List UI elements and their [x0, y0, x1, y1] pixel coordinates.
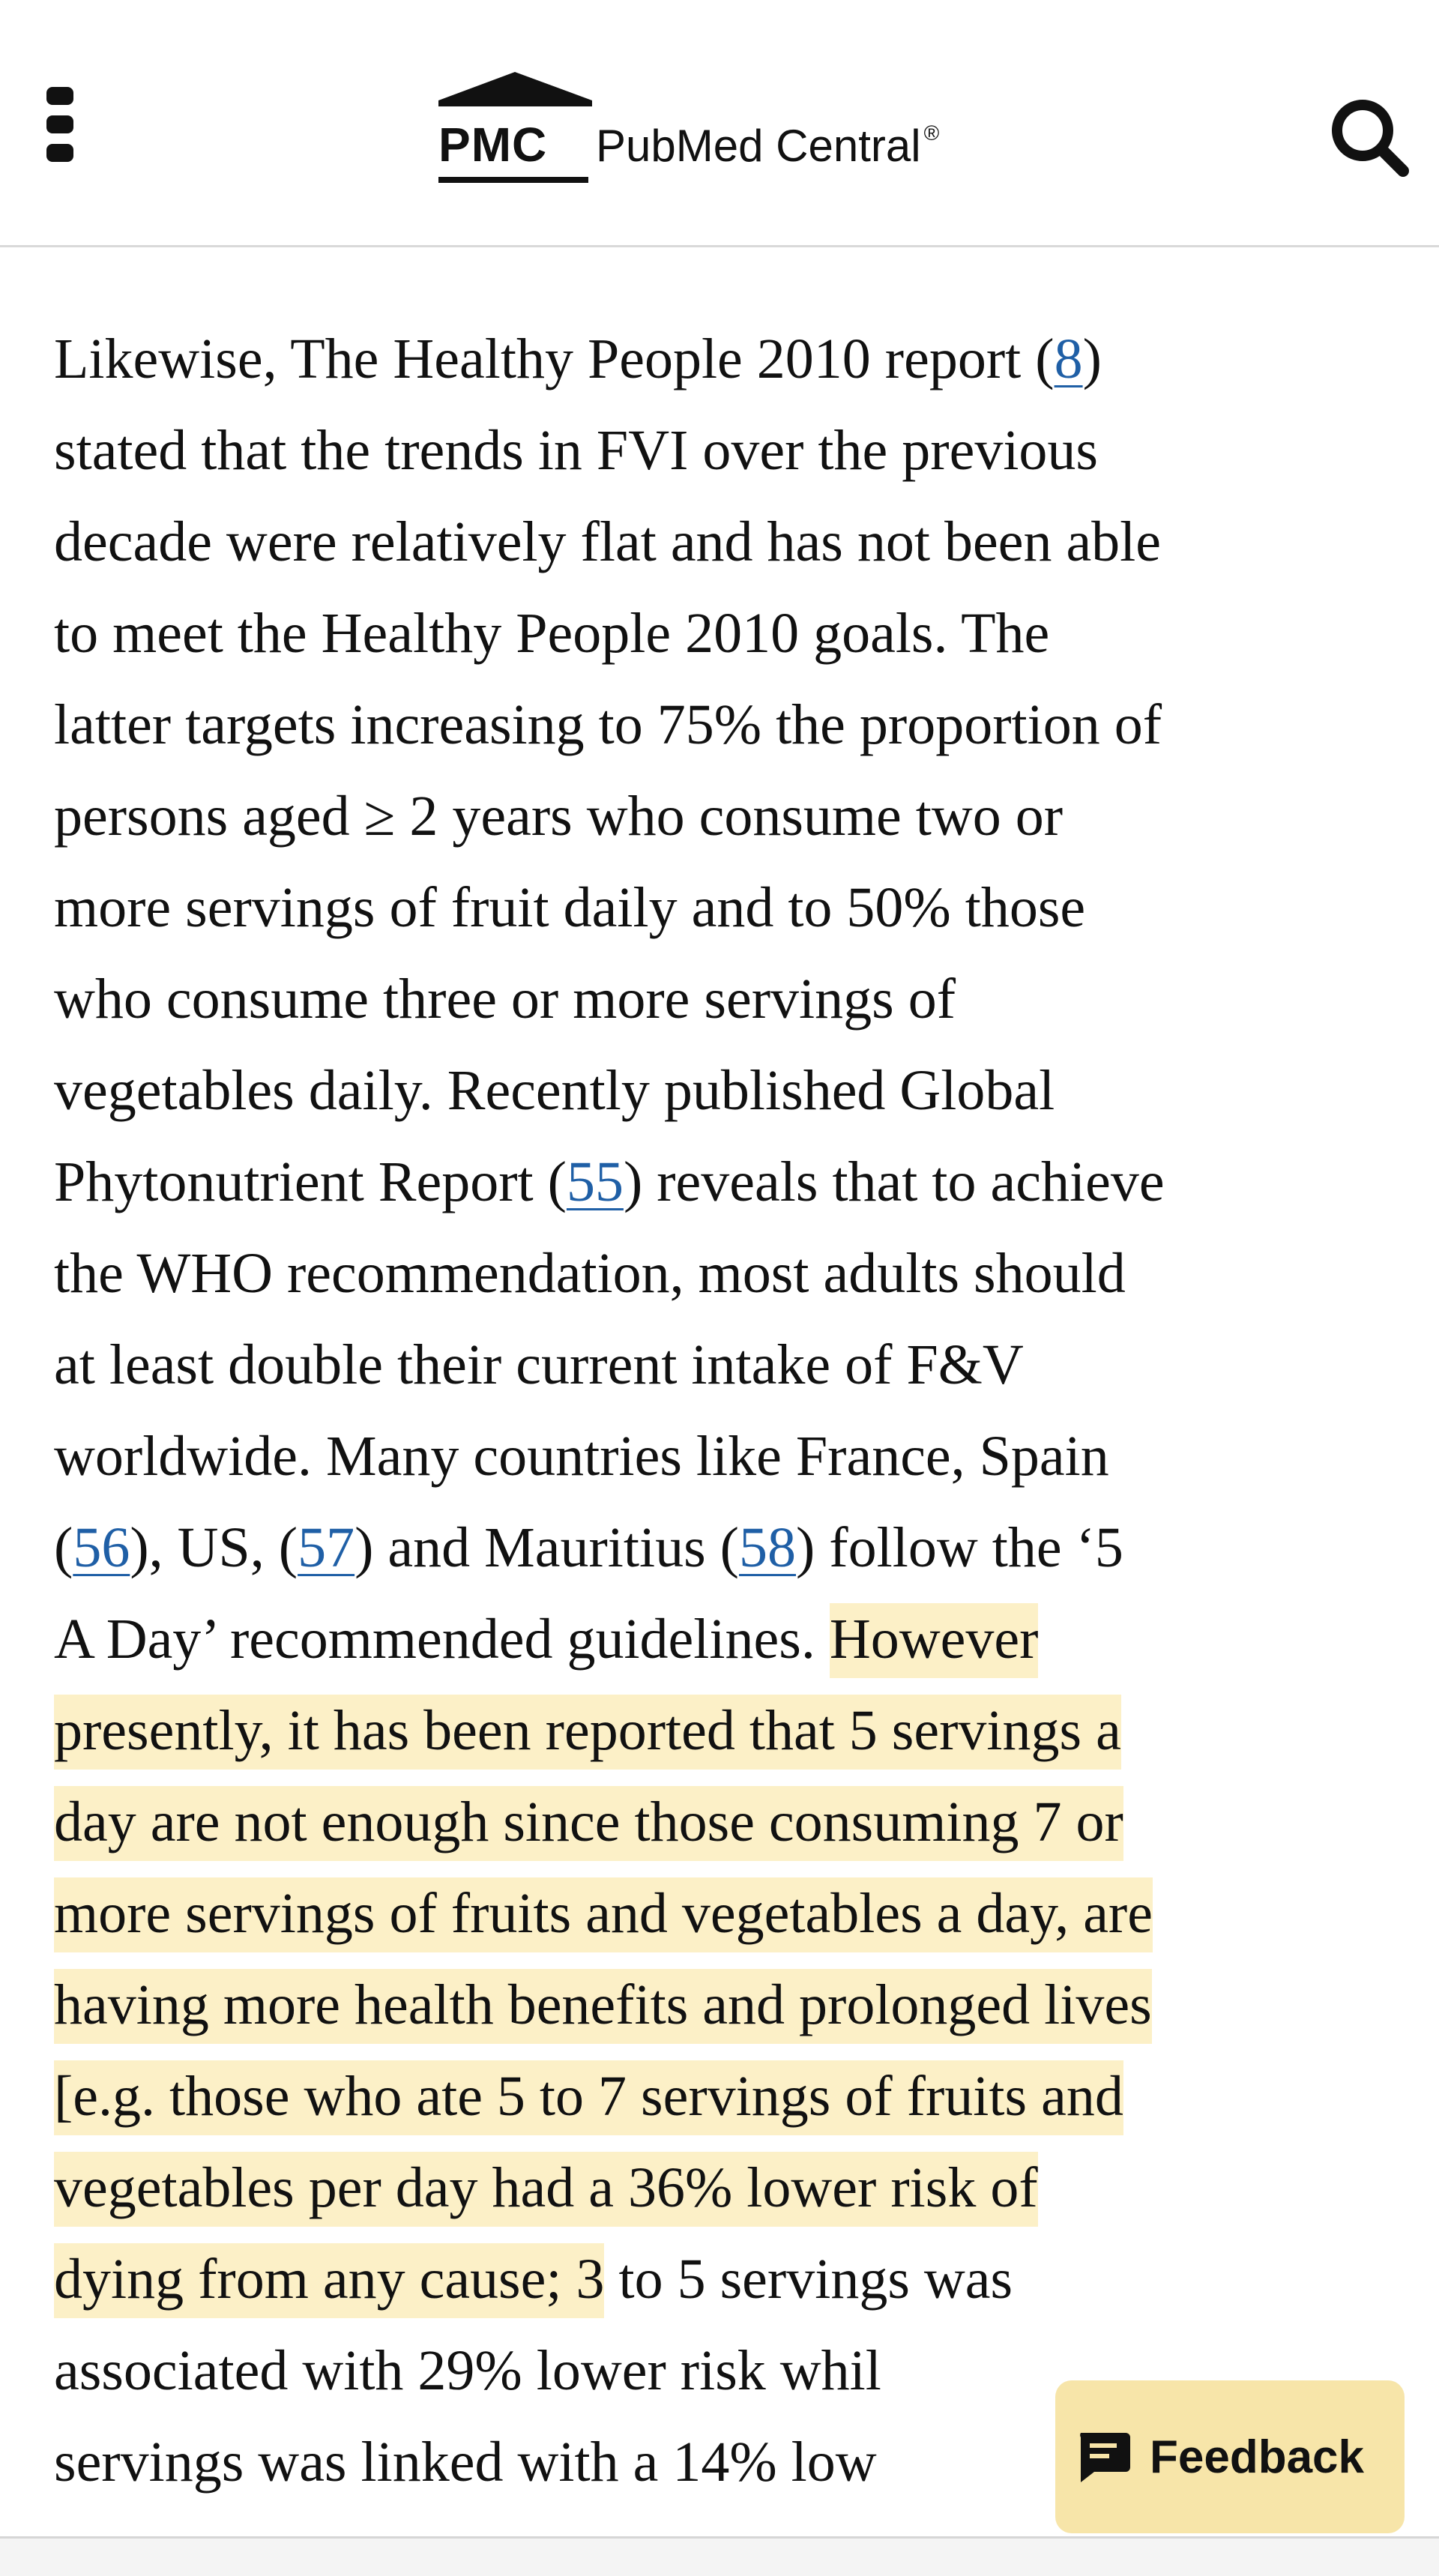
- text-segment: ), US, (: [130, 1516, 298, 1579]
- logo-roof-icon: [438, 72, 592, 109]
- feedback-chat-icon: [1075, 2428, 1132, 2485]
- app-header: [0, 0, 1439, 247]
- article-line: [54, 2142, 1418, 2233]
- article-line: [54, 1502, 1418, 1593]
- article-line: [54, 496, 1418, 588]
- text-segment: (: [54, 1516, 73, 1579]
- text-segment: to meet the Healthy People 2010 goals. The: [54, 602, 1050, 665]
- text-segment: ): [1082, 328, 1102, 390]
- article-line: [54, 1959, 1418, 2051]
- text-segment: worldwide. Many countries like France, Spain: [54, 1425, 1109, 1488]
- bottom-toolbar: [0, 2536, 1439, 2576]
- article-line: [54, 1136, 1418, 1228]
- text-segment: A Day’ recommended guidelines.: [54, 1608, 830, 1671]
- article-line: [54, 1685, 1418, 1776]
- reference-link[interactable]: 55: [566, 1150, 624, 1213]
- text-segment: Likewise, The Healthy People 2010 report (: [54, 328, 1055, 390]
- text-segment: ) follow the ‘5: [795, 1516, 1123, 1579]
- text-segment: who consume three or more servings of: [54, 968, 956, 1031]
- text-segment: at least double their current intake of F&V: [54, 1333, 1024, 1396]
- text-segment: latter targets increasing to 75% the proportion of: [54, 693, 1162, 756]
- text-segment: ) and Mauritius (: [355, 1516, 739, 1579]
- logo-name: PubMed Central ®: [596, 121, 940, 171]
- text-segment: ) reveals that to achieve: [623, 1150, 1165, 1213]
- highlighted-text: vegetables per day had a 36% lower risk of: [54, 2152, 1038, 2227]
- text-segment: more servings of fruit daily and to 50% those: [54, 876, 1086, 939]
- reference-link[interactable]: 56: [73, 1516, 130, 1579]
- article-body: [54, 313, 1418, 2508]
- pmc-logo[interactable]: [438, 72, 1038, 184]
- article-line: [54, 1228, 1418, 1319]
- highlighted-text: presently, it has been reported that 5 servings a: [54, 1695, 1121, 1770]
- logo-underline: [438, 177, 588, 183]
- article-line: [54, 1593, 1418, 1685]
- article-line: [54, 1411, 1418, 1502]
- text-segment: to 5 servings was: [604, 2248, 1013, 2311]
- article-line: [54, 862, 1418, 953]
- menu-dots-icon[interactable]: [46, 87, 73, 162]
- article-line: [54, 2051, 1418, 2142]
- article-line: [54, 770, 1418, 862]
- highlighted-text: dying from any cause; 3: [54, 2243, 604, 2318]
- text-segment: stated that the trends in FVI over the previous: [54, 419, 1099, 482]
- article-line: [54, 1776, 1418, 1868]
- highlighted-text: more servings of fruits and vegetables a day, are: [54, 1877, 1153, 1952]
- reference-link[interactable]: 58: [738, 1516, 796, 1579]
- article-line: [54, 588, 1418, 679]
- article-line: [54, 405, 1418, 496]
- registered-mark: ®: [923, 121, 940, 145]
- text-segment: associated with 29% lower risk whil: [54, 2339, 881, 2402]
- reference-link[interactable]: 8: [1054, 328, 1083, 390]
- article-line: [54, 2233, 1418, 2325]
- article-line: [54, 1868, 1418, 1959]
- highlighted-text: [e.g. those who ate 5 to 7 servings of fruits and: [54, 2060, 1123, 2135]
- feedback-label: Feedback: [1150, 2431, 1365, 2483]
- text-segment: vegetables daily. Recently published Global: [54, 1059, 1055, 1122]
- feedback-button[interactable]: [1055, 2380, 1405, 2533]
- article-line: [54, 313, 1418, 405]
- highlighted-text: having more health benefits and prolonged lives: [54, 1969, 1152, 2044]
- logo-short: PMC: [438, 118, 548, 172]
- article-line: [54, 953, 1418, 1045]
- text-segment: the WHO recommendation, most adults should: [54, 1242, 1126, 1305]
- reference-link[interactable]: 57: [298, 1516, 355, 1579]
- article-line: [54, 1319, 1418, 1411]
- article-line: [54, 679, 1418, 770]
- text-segment: servings was linked with a 14% low: [54, 2431, 877, 2494]
- text-segment: decade were relatively flat and has not been able: [54, 510, 1162, 573]
- highlighted-text: day are not enough since those consuming 7 or: [54, 1786, 1123, 1861]
- text-segment: persons aged ≥ 2 years who consume two or: [54, 785, 1064, 848]
- search-icon[interactable]: [1328, 96, 1411, 178]
- article-line: [54, 1045, 1418, 1136]
- text-segment: Phytonutrient Report (: [54, 1150, 567, 1213]
- highlighted-text: However: [830, 1603, 1039, 1678]
